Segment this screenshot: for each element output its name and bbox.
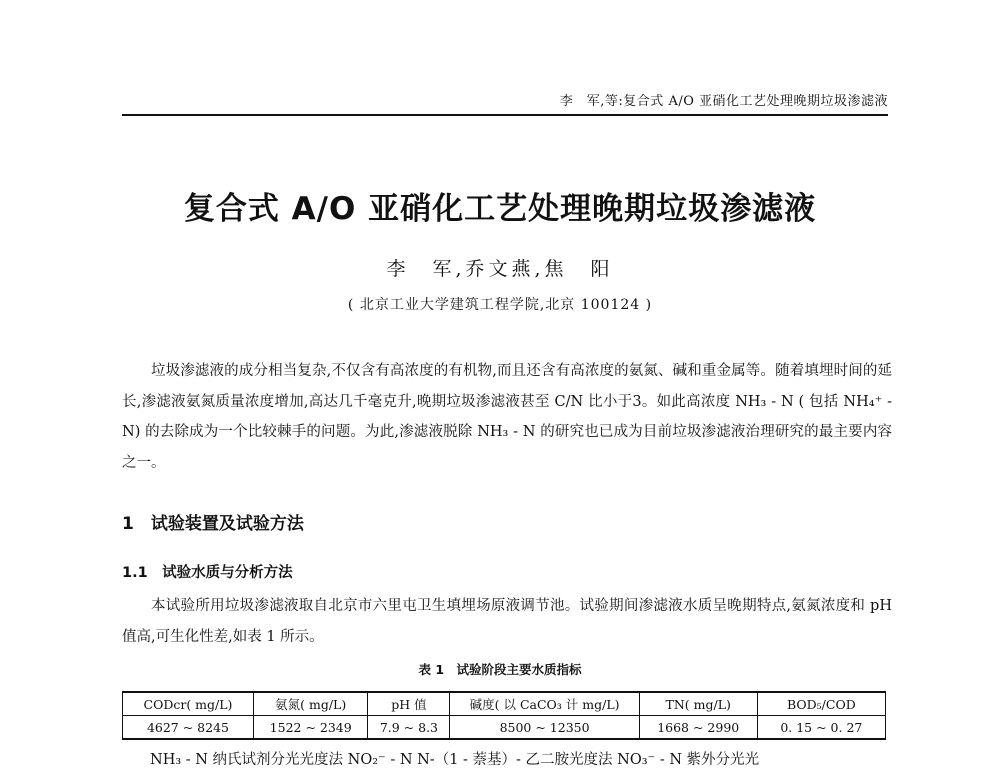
running-head: 李 军,等:复合式 A/O 亚硝化工艺处理晚期垃圾渗滤液 bbox=[559, 94, 888, 109]
table-1-caption: 表 1 试验阶段主要水质指标 bbox=[418, 662, 582, 677]
cell-alkalinity: 8500 ~ 12350 bbox=[450, 716, 639, 740]
cell-cod: 4627 ~ 8245 bbox=[123, 716, 254, 740]
section-1-1-paragraph: 本试验所用垃圾渗滤液取自北京市六里屯卫生填埋场原液调节池。试验期间渗滤液水质呈晚期特点,氨氮浓度和 pH 值高,可生化性差,如表 1 所示。 bbox=[122, 598, 892, 645]
water-quality-table bbox=[122, 691, 886, 740]
cell-ph: 7.9 ~ 8.3 bbox=[368, 716, 450, 740]
header-ph: pH 值 bbox=[368, 692, 450, 716]
table-row bbox=[123, 716, 886, 740]
paper-title: 复合式 A/O 亚硝化工艺处理晚期垃圾渗滤液 bbox=[183, 191, 817, 227]
header-alkalinity: 碱度( 以 CaCO₃ 计 mg/L) bbox=[450, 692, 639, 716]
cell-bod-cod: 0. 15 ~ 0. 27 bbox=[757, 716, 885, 740]
section-1-1-heading: 1.1 试验水质与分析方法 bbox=[122, 565, 293, 581]
header-cod: CODcr( mg/L) bbox=[123, 692, 254, 716]
header-tn: TN( mg/L) bbox=[639, 692, 757, 716]
table-header-row bbox=[123, 692, 886, 716]
cell-tn: 1668 ~ 2990 bbox=[639, 716, 757, 740]
header-rule bbox=[122, 114, 888, 116]
cell-ammonia: 1522 ~ 2349 bbox=[253, 716, 368, 740]
header-ammonia: 氨氮( mg/L) bbox=[253, 692, 368, 716]
header-bod-cod: BOD₅/COD bbox=[757, 692, 885, 716]
author-list: 李 军,乔文燕,焦 阳 bbox=[386, 258, 614, 280]
section-1-heading: 1 试验装置及试验方法 bbox=[122, 514, 304, 534]
intro-paragraph: 垃圾渗滤液的成分相当复杂,不仅含有高浓度的有机物,而且还含有高浓度的氨氮、碱和重金属等。随着填埋时间的延长,渗滤液氨氮质量浓度增加,高达几千毫克升,晚期垃圾渗滤液甚至 C/N 比小于3。如此高浓度 NH₃ - N ( 包括 NH₄⁺ - N) 的去除成为一个比较棘手的问题。为此,渗滤液脱除 NH₃ - N 的研究也已成为目前垃圾渗滤液治理研究的最主要内容之一。 bbox=[122, 363, 892, 471]
cut-off-line: NH₃ - N 纳氏试剂分光光度法 NO₂⁻ - N N-（1 - 萘基）- 乙二胺光度法 NO₃⁻ - N 紫外分光光 bbox=[150, 752, 760, 768]
affiliation: ( 北京工业大学建筑工程学院,北京 100124 ) bbox=[347, 297, 653, 313]
